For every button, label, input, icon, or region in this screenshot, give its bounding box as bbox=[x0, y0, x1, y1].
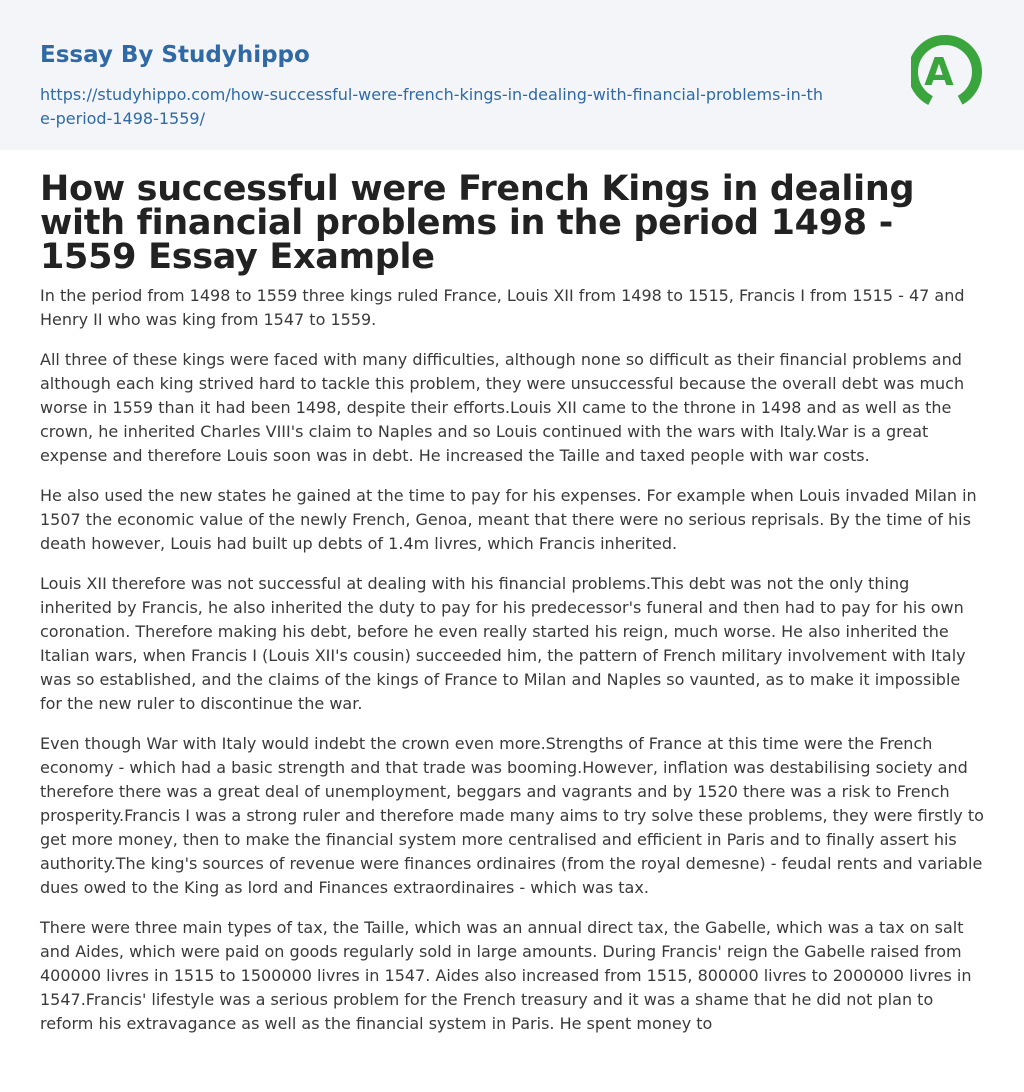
studyhippo-logo-icon[interactable] bbox=[911, 28, 987, 116]
article-paragraph: All three of these kings were faced with many difficulties, although none so difficult as their financial problems and although each king strived hard to tackle this problem, they were unsuccessful because the overall debt was much worse in 1559 than it had been 1498, despite their efforts.Louis XII came to the throne in 1498 and as well as the crown, he inherited Charles VIII's claim to Naples and so Louis continued with the wars with Italy.War is a great expense and therefore Louis soon was in debt. He increased the Taille and taxed people with war costs. bbox=[40, 350, 965, 465]
source-url-link[interactable]: https://studyhippo.com/how-successful-were-french-kings-in-dealing-with-financial-problems-in-the-period-1498-1559/ bbox=[40, 85, 823, 128]
site-header bbox=[0, 0, 1024, 150]
article-paragraph: He also used the new states he gained at the time to pay for his expenses. For example when Louis invaded Milan in 1507 the economic value of the newly French, Genoa, meant that there were no serious reprisals. By the time of his death however, Louis had built up debts of 1.4m livres, which Francis inherited. bbox=[40, 486, 977, 553]
logo-letter: A bbox=[924, 50, 954, 94]
article-paragraph: There were three main types of tax, the Taille, which was an annual direct tax, the Gabelle, which was a tax on salt and Aides, which were paid on goods regularly sold in large amounts. During Francis' reign the Gabelle raised from 400000 livres in 1515 to 1500000 livres in 1547. Aides also increased from 1515, 800000 livres to 2000000 livres in 1547.Francis' lifestyle was a serious problem for the French treasury and it was a shame that he did not plan to reform his extravagance as well as the financial system in Paris. He spent money to bbox=[40, 918, 972, 1033]
brand-title: Essay By Studyhippo bbox=[40, 42, 310, 68]
article bbox=[0, 169, 1024, 1036]
article-paragraph: Louis XII therefore was not successful at dealing with his financial problems.This debt was not the only thing inherited by Francis, he also inherited the duty to pay for his predecessor's funeral and then had to pay for his own coronation. Therefore making his debt, before he even really started his reign, much worse. He also inherited the Italian wars, when Francis I (Louis XII's cousin) succeeded him, the pattern of French military involvement with Italy was so established, and the claims of the kings of France to Milan and Naples so vaunted, as to make it impossible for the new ruler to discontinue the war. bbox=[40, 574, 966, 713]
article-paragraph: In the period from 1498 to 1559 three kings ruled France, Louis XII from 1498 to 1515, Francis I from 1515 - 47 and Henry II who was king from 1547 to 1559. bbox=[40, 286, 965, 329]
article-paragraph: Even though War with Italy would indebt the crown even more.Strengths of France at this time were the French economy - which had a basic strength and that trade was booming.However, inflation was destabilising society and therefore there was a great deal of unemployment, beggars and vagrants and by 1520 there was a risk to French prosperity.Francis I was a strong ruler and therefore made many aims to try solve these problems, they were firstly to get more money, then to make the financial system more centralised and efficient in Paris and to finally assert his authority.The king's sources of revenue were finances ordinaires (from the royal demesne) - feudal rents and variable dues owed to the King as lord and Finances extraordinaires - which was tax. bbox=[40, 734, 984, 897]
article-title: How successful were French Kings in dealing with financial problems in the period 1498 - 1559 Essay Example bbox=[40, 169, 915, 277]
